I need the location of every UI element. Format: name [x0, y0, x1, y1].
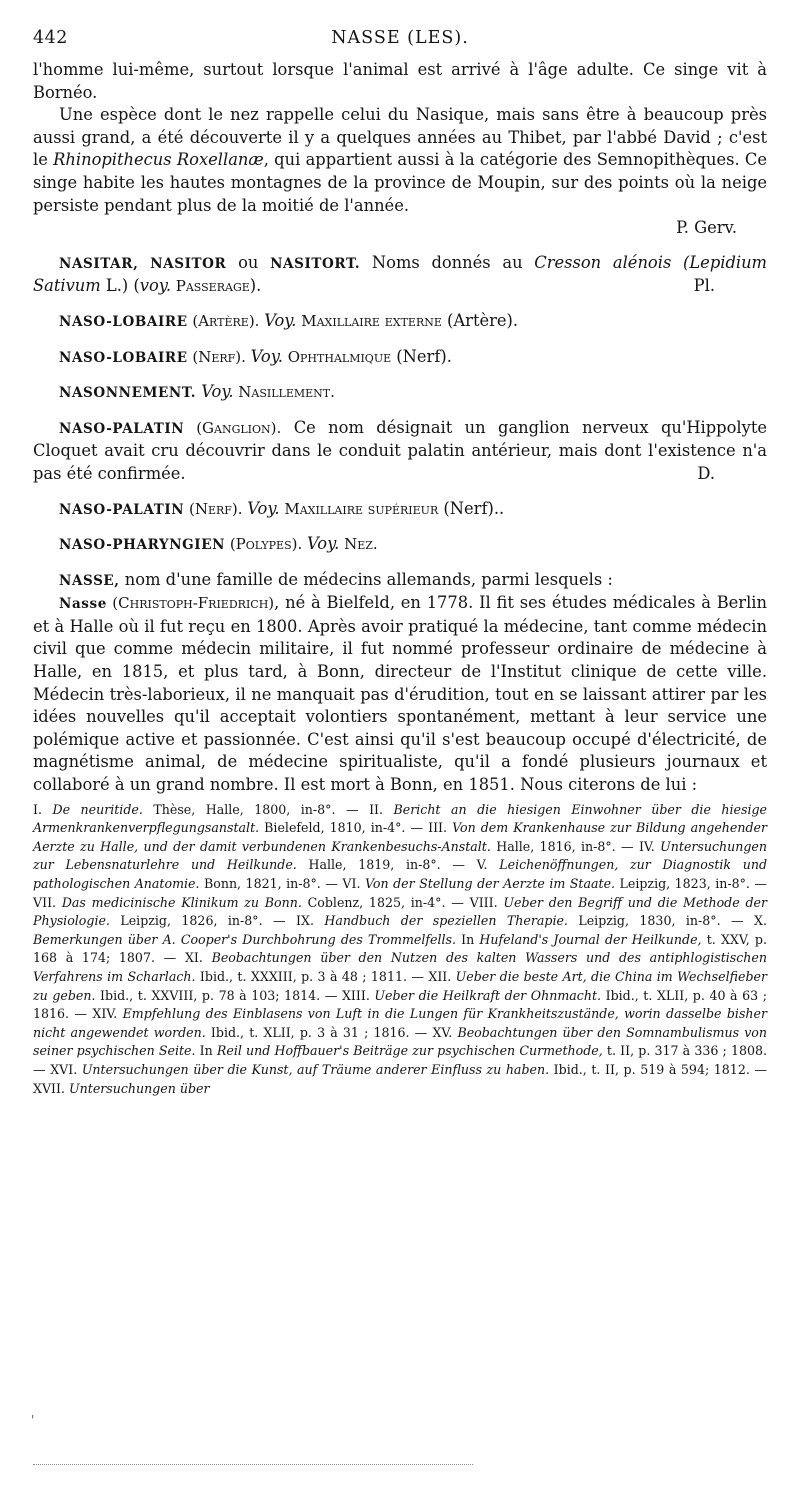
- headword: NASITAR, NASITOR: [59, 255, 227, 272]
- citation-number: XII.: [428, 968, 456, 984]
- entry-qualifier: (Ganglion).: [184, 418, 282, 437]
- citation-number: II.: [369, 801, 394, 817]
- intro-paragraph-1: l'homme lui-même, surtout lorsque l'animal est arrivé à l'âge adulte. Ce singe vit à Bornéo.: [33, 60, 767, 102]
- citation-number: XV.: [432, 1024, 458, 1040]
- species-name: Rhinopithecus Roxellanæ: [53, 150, 264, 170]
- citation-title: Leichenöffnungen, zur Diagnostik und pathologischen Anatomie.: [33, 857, 768, 891]
- entry-text: Ce nom désignait un ganglion nerveux qu'Hippolyte Cloquet avait cru découvrir dans le conduit palatin antérieur, mais dont l'existence n'a pas été confirmée.: [33, 417, 767, 483]
- headword: NASO-LOBAIRE: [59, 313, 188, 330]
- headword: NASO-PHARYNGIEN: [59, 537, 226, 554]
- cross-reference: Passerage: [171, 277, 250, 296]
- running-title: NASSE (LES).: [331, 28, 469, 48]
- entry-text: (Nerf)..: [438, 498, 505, 518]
- citation-number: VI.: [342, 876, 365, 891]
- stray-mark: ': [31, 1413, 35, 1427]
- entry-naso-lobaire-nerf: [33, 346, 767, 370]
- entry-text: ).: [249, 276, 262, 296]
- cross-reference: Nez.: [339, 535, 378, 554]
- bibliography: [33, 801, 767, 1099]
- headword: NASO-PALATIN: [59, 420, 185, 437]
- citation-details: Halle, 1819, in-8°. —: [296, 857, 477, 873]
- intro-text-a: Une espèce dont le nez rappelle celui du Nasique, mais sans être à beaucoup près aussi grand, a été découverte il y a quelques années au Thibet, par l'abbé David ; c'est le: [33, 105, 767, 170]
- citation-details: Ibid., t. XLII, p. 40 à 63 ; 1816. —: [33, 987, 767, 1022]
- citation-details: t. II, p. 317 à 336 ; 1808. —: [33, 1043, 767, 1077]
- citation-details: Ibid., t. XXVIII, p. 78 à 103; 1814. —: [95, 987, 342, 1003]
- citation-details: Bonn, 1821, in-8°. —: [199, 876, 343, 891]
- main-text: [33, 59, 767, 797]
- citation-details: Ibid., t. II, p. 519 à 594; 1812. —: [549, 1061, 768, 1077]
- citation-title: Von dem Krankenhause zur Bildung angehender Aerzte zu Halle, und der damit verbundenen Krankenbesuchs-Anstalt.: [33, 820, 767, 854]
- citation-number: VIII.: [469, 894, 504, 910]
- footer-rule: [33, 1464, 473, 1466]
- citation-details: Thèse, Halle, 1800, in-8°. —: [142, 801, 370, 817]
- citation-number: XVII.: [33, 1080, 70, 1096]
- citation-title: Hufeland's Journal der Heilkunde,: [479, 931, 702, 947]
- author-signature: P. Gerv.: [676, 218, 737, 238]
- headword: NASO-LOBAIRE: [59, 349, 188, 366]
- citation-number: IX.: [296, 913, 325, 929]
- citation-title: Handbuch der speziellen Therapie.: [324, 913, 568, 929]
- citation-details: Halle, 1816, in-8°. —: [490, 838, 639, 854]
- entry-qualifier: (Nerf).: [187, 347, 251, 366]
- entry-text: L.) (: [100, 276, 140, 296]
- citation-details: Leipzig, 1826, in-8°. —: [109, 913, 297, 929]
- intro-paragraph-2: [33, 104, 767, 217]
- citation-details: In: [195, 1043, 217, 1059]
- entry-naso-palatin-nerf: [33, 498, 767, 522]
- citation-title: Ueber den Begriff und die Methode der Physiologie.: [33, 894, 767, 929]
- entry-qualifier: (Polypes).: [225, 535, 308, 554]
- citation-number: IV.: [638, 838, 661, 854]
- headword: NASO-PALATIN: [59, 501, 185, 518]
- citation-title: Untersuchungen zur Lebensnaturlehre und Heilkunde.: [33, 838, 768, 873]
- citation-title: Bemerkungen über A. Cooper's Durchbohrung des Trommelfells.: [33, 931, 456, 947]
- citation-title: Reil und Hoffbauer's Beiträge zur psychischen Curmethode,: [216, 1043, 603, 1059]
- author-signature: D.: [697, 463, 715, 483]
- citation-details: t. XXV, p. 168 à 174; 1807. —: [33, 931, 767, 966]
- citation-title: Beobachtungen über den Somnambulismus von seiner psychischen Seite.: [33, 1024, 768, 1059]
- citation-number: XI.: [184, 950, 212, 966]
- entry-text: (Nerf).: [391, 346, 452, 366]
- page-content: [33, 28, 767, 1098]
- entry-text: (Artère).: [441, 310, 519, 330]
- citation-number: V.: [476, 857, 500, 873]
- citation-details: Coblenz, 1825, in-4°. —: [301, 894, 470, 910]
- citation-title: Untersuchungen über die Kunst, auf Träume anderer Einfluss zu haben.: [81, 1061, 550, 1077]
- citation-number: III.: [428, 820, 453, 836]
- citation-title: Untersuchungen über: [69, 1080, 210, 1096]
- entry-naso-pharyngien: [33, 533, 767, 557]
- cross-reference: Ophthalmique: [282, 347, 392, 366]
- citation-details: Leipzig, 1823, in-8°. —: [615, 876, 767, 891]
- cross-reference: Maxillaire externe: [296, 311, 442, 330]
- citation-number: XIV.: [92, 1006, 123, 1022]
- citation-details: In: [456, 931, 480, 947]
- entry-nasse-christoph-friedrich: [33, 592, 767, 796]
- bibliography-paragraph: [33, 801, 767, 1099]
- citation-title: Das medicinische Klinikum zu Bonn.: [61, 894, 302, 910]
- entry-text: ou: [226, 252, 271, 272]
- citation-details: Ibid., t. XXXIII, p. 3 à 48 ; 1811. —: [195, 968, 429, 984]
- citation-number: X.: [754, 913, 767, 929]
- citation-details: Ibid., t. XLII, p. 3 à 31 ; 1816. —: [205, 1024, 433, 1040]
- voy-reference: Voy.: [247, 498, 280, 518]
- citation-title: Ueber die beste Art, die China im Wechselfieber zu geben.: [33, 968, 767, 1003]
- entry-naso-palatin-ganglion: [33, 417, 767, 486]
- entry-text: nom d'une famille de médecins allemands, parmi lesquels :: [119, 569, 613, 589]
- headword: NASONNEMENT.: [59, 385, 197, 402]
- citation-number: VII.: [33, 894, 62, 910]
- species-name: Cresson alénois (Lepidium Sativum: [33, 252, 768, 296]
- citation-title: Empfehlung des Einblasens von Luft in die Lungen für Krankheitszustände, worin dasselbe bisher nicht angewendet worden.: [33, 1006, 767, 1040]
- entry-qualifier: (Nerf).: [184, 499, 248, 518]
- citation-title: Beobachtungen über den Nutzen des kalten Wassers und des antiphlogistischen Verfahrens im Scharlach.: [33, 950, 767, 984]
- cross-reference: Nasillement.: [233, 383, 335, 402]
- citation-details: Leipzig, 1830, in-8°. —: [567, 913, 755, 929]
- citation-number: XVI.: [50, 1061, 82, 1077]
- entry-nasonnement: [33, 381, 767, 405]
- intro-text-b: , qui appartient aussi à la catégorie des Semnopithèques. Ce singe habite les hautes montagnes de la province de Moupin, sur des points où la neige persiste pendant plus de la moitié de l'année.: [33, 150, 767, 215]
- voy-reference: Voy.: [196, 382, 234, 402]
- entry-qualifier: (Christoph-Friedrich): [106, 594, 275, 613]
- headword: NASSE,: [59, 572, 120, 589]
- citation-title: De neuritide.: [52, 801, 143, 817]
- entry-text: Noms donnés au: [360, 252, 535, 272]
- headword: Nasse: [59, 596, 107, 613]
- entry-text: , né à Bielfeld, en 1778. Il fit ses études médicales à Berlin et à Halle où il fut reçu en 1800. Après avoir pratiqué la médecine, tant comme médecin civil que comme médecin militaire, il fut nommé professeur ordinaire de médecine à Halle, en 1815, et plus tard, à Bonn, directeur de l'Institut clinique de cette ville. Médecin très-laborieux, il ne manquait pas d'érudition, tout en se laissant attirer par les idées nouvelles qu'il acceptait volontiers spontanément, mettant à leur service une polémique active et passionnée. C'est ainsi qu'il s'est beaucoup occupé d'électricité, de magnétisme animal, de médecine spiritualiste, qu'il a fondé plusieurs journaux et collaboré à un grand nombre. Il est mort à Bonn, en 1851. Nous citerons de lui :: [33, 593, 767, 795]
- entry-qualifier: (Artère).: [187, 311, 265, 330]
- voy-reference: voy.: [139, 276, 171, 296]
- cross-reference: Maxillaire supérieur: [279, 499, 439, 518]
- voy-reference: Voy.: [264, 310, 297, 330]
- entry-naso-lobaire-artere: [33, 310, 767, 334]
- voy-reference: Voy.: [250, 346, 283, 366]
- voy-reference: Voy.: [307, 534, 340, 554]
- citation-number: XIII.: [341, 987, 375, 1003]
- citation-title: Von der Stellung der Aerzte im Staate.: [364, 876, 616, 891]
- author-signature: Pl.: [693, 276, 715, 296]
- page-number: 442: [33, 28, 68, 48]
- entry-nasitar: [33, 252, 767, 298]
- citation-number: I.: [33, 801, 53, 817]
- running-header: [33, 28, 767, 62]
- headword: NASITORT.: [270, 255, 361, 272]
- entry-nasse: [33, 569, 767, 593]
- citation-title: Bericht an die hiesigen Einwohner über die hiesige Armenkrankenverpflegungsanstalt.: [33, 801, 767, 836]
- citation-details: Bielefeld, 1810, in-4°. —: [259, 820, 429, 836]
- citation-title: Ueber die Heilkraft der Ohnmacht.: [374, 987, 602, 1003]
